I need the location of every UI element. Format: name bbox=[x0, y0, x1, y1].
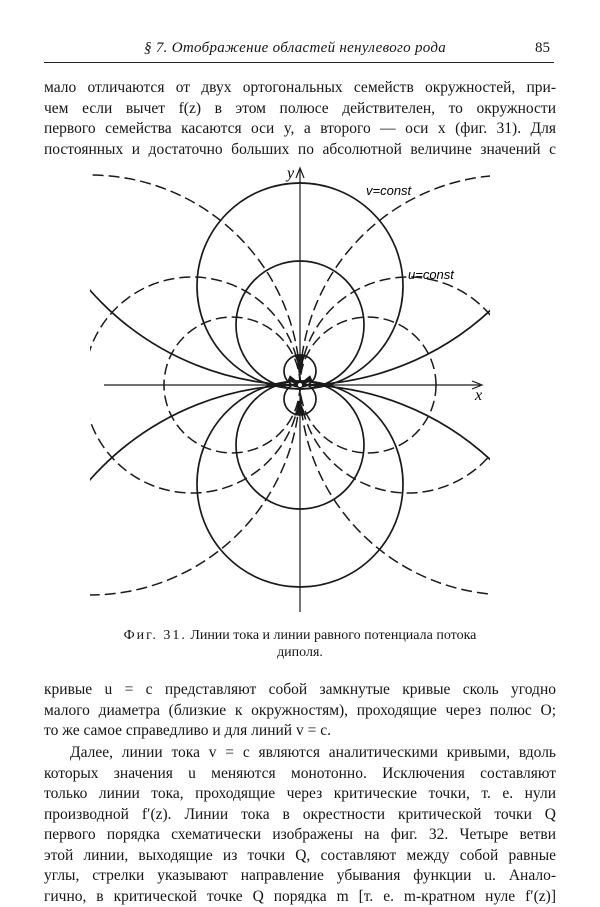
text-line: которых значения u меняются монотонно. Исключения составляют bbox=[44, 764, 556, 782]
arrow-icon bbox=[300, 376, 312, 384]
y-axis-arrow bbox=[296, 168, 304, 178]
middle-paragraph bbox=[44, 680, 556, 742]
streamline-circle bbox=[197, 183, 403, 389]
page-number: 85 bbox=[535, 40, 550, 56]
arrow-icon bbox=[295, 402, 305, 415]
running-header bbox=[44, 40, 554, 63]
text-line: только линии тока, проходящие через критические точки, т. е. нули bbox=[44, 785, 556, 802]
text-line: чем если вычет f(z) в этом полюсе действителен, то окружности bbox=[44, 99, 556, 117]
x-axis-label: x bbox=[475, 387, 483, 404]
caption-prefix: Фиг. 31. bbox=[123, 628, 187, 643]
arrow-icon bbox=[295, 355, 305, 368]
caption-text: Линии тока и линии равного потенциала потока bbox=[190, 628, 477, 643]
u-const-label: u=const bbox=[408, 267, 454, 282]
text-line: первого порядка схематически изображены на фиг. 32. Четыре ветви bbox=[44, 826, 556, 843]
streamline-circle bbox=[284, 383, 316, 415]
y-axis-label: y bbox=[287, 165, 295, 182]
streamline-circle bbox=[236, 381, 364, 509]
streamline-circle bbox=[236, 261, 364, 389]
header-title: § 7. Отображение областей ненулевого рода bbox=[144, 40, 447, 56]
caption-line-2: диполя. bbox=[277, 645, 323, 660]
axes bbox=[104, 168, 482, 612]
text-line: то же самое справедливо и для линий v = c. bbox=[44, 722, 331, 739]
text-line: мало отличаются от двух ортогональных семейств окружностей, при- bbox=[44, 79, 556, 96]
figure-caption bbox=[40, 627, 560, 661]
equipotential-circle bbox=[300, 175, 600, 595]
v-const-label: v=const bbox=[366, 183, 412, 198]
equipotentials-u-const bbox=[0, 175, 600, 595]
flow-arrows bbox=[288, 355, 312, 415]
arrow-icon bbox=[288, 376, 300, 384]
text-line: постоянных и достаточно больших по абсолютной величине значений c bbox=[44, 140, 556, 158]
equipotential-circle bbox=[300, 317, 436, 453]
text-line: малого диаметра (близкие к окружностям), проходящие через полюс O; bbox=[44, 701, 556, 719]
top-paragraph bbox=[44, 78, 556, 160]
bottom-paragraph bbox=[44, 743, 556, 907]
streamline-circle bbox=[197, 381, 403, 587]
equipotential-circle bbox=[0, 175, 300, 595]
text-line: кривые u = c представляют собой замкнутые кривые сколь угодно bbox=[44, 681, 556, 698]
equipotential-circle bbox=[300, 277, 516, 493]
text-line: первого семейства касаются оси y, а второго — оси x (фиг. 31). Для bbox=[44, 120, 556, 137]
text-line: производной f′(z). Линии тока в окрестности критической точки Q bbox=[44, 805, 556, 823]
text-line: углы, стрелки указывают направление убывания функции u. Анало- bbox=[44, 867, 556, 884]
text-line: Далее, линии тока v = c являются аналитическими кривыми, вдоль bbox=[70, 744, 556, 761]
equipotential-circle bbox=[84, 277, 300, 493]
text-line: гично, в критической точке Q порядка m [т. е. m-кратном нуле f′(z)] bbox=[44, 887, 556, 905]
text-line: этой линии, выходящие из точки Q, составляют между собой равные bbox=[44, 846, 556, 864]
streamline-circle bbox=[284, 355, 316, 387]
x-axis-arrow bbox=[472, 381, 482, 389]
pole-point bbox=[297, 382, 302, 387]
equipotential-circle bbox=[164, 317, 300, 453]
